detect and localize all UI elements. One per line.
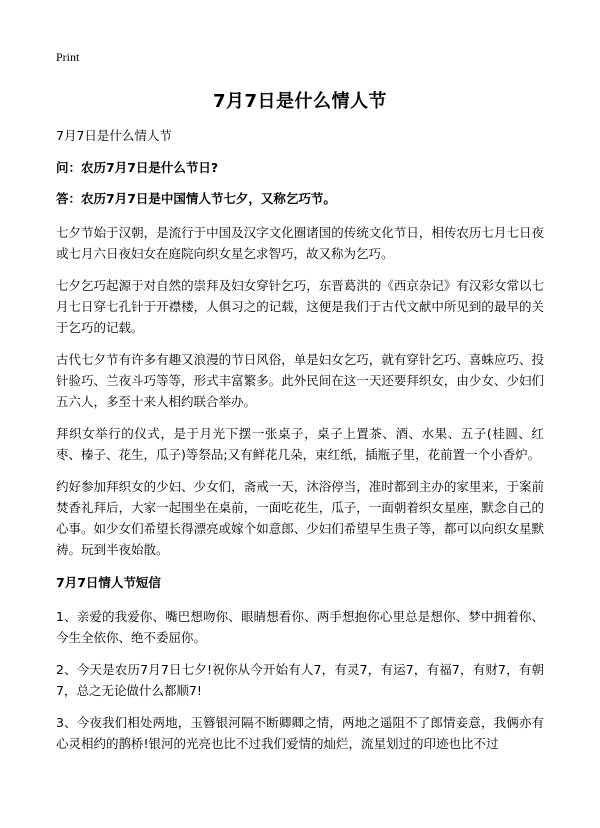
question-line: 问：农历7月7日是什么节日? xyxy=(56,160,219,175)
sms-section-heading: 7月7日情人节短信 xyxy=(56,575,161,590)
subtitle: 7月7日是什么情人节 xyxy=(56,128,172,143)
sms-item: 3、今夜我们相处两地，玉簪银河隔不断卿卿之情，两地之遥阻不了郎情妾意，我俩亦有心灵相约的鹊桥!银河的光亮也比不过我们爱情的灿烂，流星划过的印迹也比不过 xyxy=(56,715,544,751)
print-link[interactable]: Print xyxy=(56,50,80,64)
sms-item: 2、今天是农历7月7日七夕!祝你从今开始有人7，有灵7，有运7，有福7，有财7，有朝7，总之无论做什么都顺7! xyxy=(56,662,544,698)
sms-item: 1、亲爱的我爱你、嘴巴想吻你、眼睛想看你、两手想抱你心里总是想你、梦中拥着你、今生全依你、绝不委屈你。 xyxy=(56,609,544,645)
page-title: 7月7日是什么情人节 xyxy=(212,91,388,112)
answer-line: 答：农历7月7日是中国情人节七夕，又称乞巧节。 xyxy=(56,191,336,206)
paragraph-qiqiao-origin: 七夕乞巧起源于对自然的崇拜及妇女穿针乞巧，东晋葛洪的《西京杂记》有汉彩女常以七月七日穿七孔针于开襟楼，人俱习之的记载，这便是我们于古代文献中所见到的最早的关于乞巧的记载。 xyxy=(56,278,544,335)
paragraph-origin: 七夕节始于汉朝，是流行于中国及汉字文化圈诸国的传统文化节日，相传农历七月七日夜或七月六日夜妇女在庭院向织女星乞求智巧，故又称为乞巧。 xyxy=(56,225,544,261)
paragraph-ceremony: 拜织女举行的仪式，是于月光下摆一张桌子，桌子上置茶、酒、水果、五子(桂圆、红枣、榛子、花生，瓜子)等祭品;又有鲜花几朵，束红纸，插瓶子里，花前置一个小香炉。 xyxy=(56,426,544,462)
paragraph-participants: 约好参加拜织女的少妇、少女们，斋戒一天，沐浴停当，准时都到主办的家里来，于案前焚香礼拜后，大家一起围坐在桌前，一面吃花生，瓜子，一面朝着织女星座，默念自己的心事。如少女们希望长得漂亮或嫁个如意郎、少妇们希望早生贵子等，都可以向织女星默祷。玩到半夜始散。 xyxy=(56,479,544,557)
paragraph-customs: 古代七夕节有许多有趣又浪漫的节日风俗，单是妇女乞巧，就有穿针乞巧、喜蛛应巧、投针验巧、兰夜斗巧等等，形式丰富繁多。此外民间在这一天还要拜织女，由少女、少妇们五六人，多至十来人相约联合举办。 xyxy=(56,352,544,409)
